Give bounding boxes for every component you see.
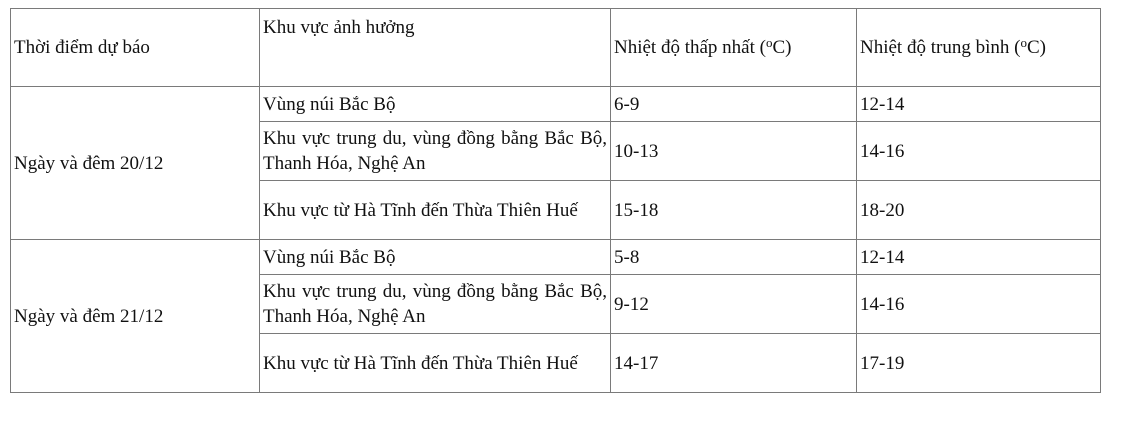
avg-temp-cell: 18-20 [857,181,1101,240]
temperature-forecast-table [10,8,1101,393]
area-cell: Vùng núi Bắc Bộ [260,240,611,275]
area-cell: Khu vực trung du, vùng đồng bằng Bắc Bộ, Thanh Hóa, Nghệ An [260,275,611,334]
avg-temp-cell: 17-19 [857,334,1101,393]
table-row [11,240,1101,275]
header-avg-temp-suffix: C) [1026,37,1046,58]
header-min-temp [611,9,857,87]
header-affected-area [260,9,611,87]
min-temp-cell: 10-13 [611,122,857,181]
header-min-temp-suffix: C) [772,37,792,58]
min-temp-cell: 14-17 [611,334,857,393]
avg-temp-cell: 14-16 [857,275,1101,334]
avg-temp-cell: 12-14 [857,87,1101,122]
forecast-table-container [10,8,1101,393]
area-cell: Khu vực trung du, vùng đồng bằng Bắc Bộ, Thanh Hóa, Nghệ An [260,122,611,181]
area-cell: Khu vực từ Hà Tĩnh đến Thừa Thiên Huế [260,181,611,240]
header-min-temp-prefix: Nhiệt độ thấp nhất ( [614,37,766,58]
min-temp-cell: 9-12 [611,275,857,334]
area-cell: Khu vực từ Hà Tĩnh đến Thừa Thiên Huế [260,334,611,393]
header-avg-temp-degree: o [1020,35,1027,50]
avg-temp-cell: 14-16 [857,122,1101,181]
area-cell: Vùng núi Bắc Bộ [260,87,611,122]
min-temp-cell: 6-9 [611,87,857,122]
min-temp-cell: 15-18 [611,181,857,240]
table-header-row [11,9,1101,87]
forecast-time-cell: Ngày và đêm 21/12 [11,240,260,393]
avg-temp-cell: 12-14 [857,240,1101,275]
header-avg-temp [857,9,1101,87]
header-forecast-time-text: Thời điểm dự báo [14,37,150,58]
header-min-temp-degree: o [765,35,773,50]
header-affected-area-text: Khu vực ảnh hưởng [263,17,415,38]
header-avg-temp-prefix: Nhiệt độ trung bình ( [860,37,1021,58]
forecast-time-cell: Ngày và đêm 20/12 [11,87,260,240]
table-row [11,87,1101,122]
header-forecast-time [11,9,260,87]
min-temp-cell: 5-8 [611,240,857,275]
